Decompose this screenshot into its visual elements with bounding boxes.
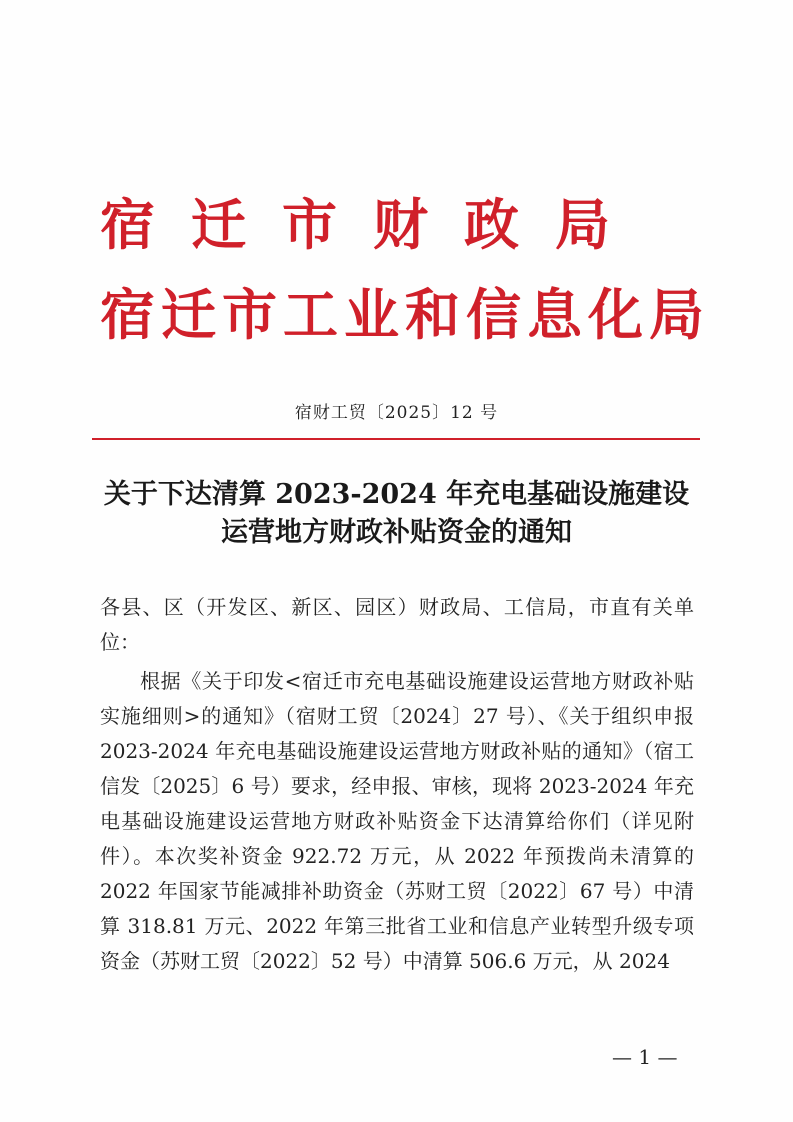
- salutation: 各县、区（开发区、新区、园区）财政局、工信局，市直有关单位：: [100, 595, 694, 654]
- body-paragraph: 根据《关于印发<宿迁市充电基础设施建设运营地方财政补贴实施细则>的通知》（宿财工贸〔2024〕27 号）、《关于组织申报 2023-2024 年充电基础设施建设运营地方财政补贴的通知》（宿工信发〔2025〕6 号）要求，经申报、审核，现将 2023-2024 年充电基础设施建设运营地方财政补贴资金下达清算给你们（详见附件）。本次奖补资金 922.72 万元，从 2022 年预拨尚未清算的 2022 年国家节能减排补助资金（苏财工贸〔2022〕67 号）中清算 318.81 万元、2022 年第三批省工业和信息产业转型升级专项资金（苏财工贸〔2022〕52 号）中清算 506.6 万元，从 2024: [100, 669, 694, 973]
- document-title-line-1: 关于下达清算 2023-2024 年充电基础设施建设: [103, 479, 690, 510]
- red-divider-line: [92, 438, 700, 440]
- document-title: [90, 476, 703, 552]
- issuing-org-industry-bureau: 宿迁市工业和信息化局: [100, 282, 711, 347]
- page-number: — 1 —: [612, 1045, 678, 1069]
- document-number: 宿财工贸〔2025〕12 号: [294, 403, 499, 423]
- document-title-line-2: 运营地方财政补贴资金的通知: [221, 517, 572, 548]
- issuing-org-finance-bureau: 宿迁市财政局: [100, 192, 647, 257]
